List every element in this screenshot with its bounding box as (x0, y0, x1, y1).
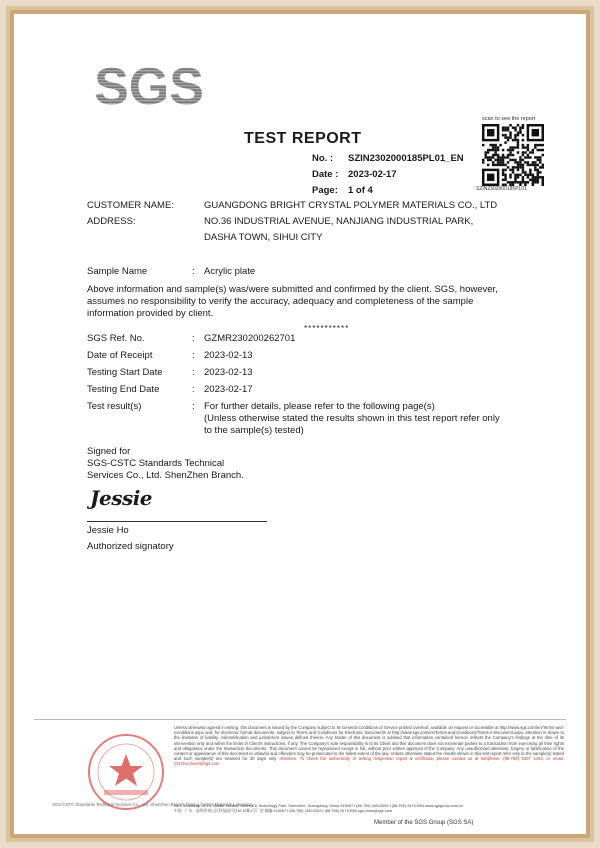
signatory-name: Jessie Ho (87, 525, 129, 536)
sample-name-label: Sample Name (87, 266, 148, 277)
sgs-ref-label: SGS Ref. No. (87, 333, 145, 344)
customer-name-value: GUANGDONG BRIGHT CRYSTAL POLYMER MATERIALS CO., LTD (204, 200, 498, 211)
customer-name-label: CUSTOMER NAME: (87, 200, 174, 211)
signed-for-label: Signed for (87, 446, 131, 457)
address-line-2: DASHA TOWN, SIHUI CITY (204, 232, 323, 243)
report-date-value: 2023-02-17 (348, 169, 397, 180)
test-result-line-2: (Unless otherwise stated the results shown in this test report refer only (204, 413, 500, 424)
test-result-line-3: to the sample(s) tested) (204, 425, 304, 436)
qr-report-id: SZIN2302000185PL01 (476, 186, 527, 192)
detail-colon: : (192, 384, 195, 395)
sample-name-value: Acrylic plate (204, 266, 256, 277)
qr-caption: scan to see the report (482, 116, 536, 122)
handwritten-signature: Jessie (90, 486, 153, 510)
disclaimer-text: Above information and sample(s) was/were submitted and confirmed by the client. SGS, however, assumes no responsibility to verify the accuracy, adequacy and completeness of the sample information provided by client. (87, 284, 498, 319)
stamp-caption: SGS-CSTC Standards Technical Services Co., Ltd. Shenzhen Branch Testing Center Materials Laboratory (52, 802, 254, 807)
footer-address-english: No.1 Workshop, M-10, Middle Section, Science & Technology Park, Shenzhen, Guangdong, China 518057 t (86-755) 26012053 f (86-755) 26710594 www.sgsgroup.com.cn (174, 804, 464, 808)
svg-text:SGS: SGS (94, 58, 204, 116)
footer-rule (34, 719, 566, 720)
detail-colon: : (192, 401, 195, 412)
laboratory-stamp (86, 732, 166, 812)
sgs-logo (89, 52, 209, 122)
detail-colon: : (192, 367, 195, 378)
address-label: ADDRESS: (87, 216, 136, 227)
report-page-value: 1 of 4 (348, 185, 373, 196)
separator-stars: *********** (304, 324, 350, 333)
testing-start-label: Testing Start Date (87, 367, 163, 378)
receipt-date-label: Date of Receipt (87, 350, 153, 361)
testing-start-value: 2023-02-13 (204, 367, 253, 378)
sgs-member-note: Member of the SGS Group (SGS SA) (374, 820, 474, 826)
terms-fine-print (174, 725, 564, 767)
signatory-role: Authorized signatory (87, 541, 174, 552)
receipt-date-value: 2023-02-13 (204, 350, 253, 361)
report-page-label: Page: (312, 185, 338, 196)
signature-line (87, 521, 267, 522)
address-line-1: NO.36 INDUSTRIAL AVENUE, NANJIANG INDUSTRIAL PARK, (204, 216, 474, 227)
signed-company-line-2: Services Co., Ltd. ShenZhen Branch. (87, 470, 244, 481)
testing-end-value: 2023-02-17 (204, 384, 253, 395)
report-no-label: No. : (312, 153, 334, 164)
detail-colon: : (192, 350, 195, 361)
terms-text: Unless otherwise agreed in writing, this document is issued by the Company subject to its General Conditions of Service printed overleaf, available on request or accessible at http://www.sgs.com/en/Terms-and-Conditions.aspx and, for electronic format documents, subject to Terms and Conditions for Electronic Documents at http://www.sgs.com/en/Terms-and-Conditions/Terms-e-Document.aspx. Attention is drawn to the limitation of liability, indemnification and jurisdiction issues defined therein. Any holder of this document is advised that information contained hereon reflects the Company's findings at the time of its intervention only and within the limits of Client's instructions, if any. The Company's sole responsibility is to its Client and this document does not exonerate parties to a transaction from exercising all their rights and obligations under the transaction documents. This document cannot be reproduced except in full, without prior written approval of the Company. Any unauthorized alteration, forgery or falsification of the content or appearance of this document is unlawful and offenders may be prosecuted to the fullest extent of the law. Unless otherwise stated the results shown in this test report refer only to the sample(s) tested and such sample(s) are retained for 30 days only. (174, 725, 564, 762)
qr-code[interactable] (482, 124, 544, 186)
authenticity-warning: Attention: To check the authenticity of testing /inspection report & certificate, please contact us at telephone: (86-755) 8307 1443, or email: CN.Doccheck@sgs.com (174, 756, 565, 767)
detail-colon: : (192, 333, 195, 344)
report-title: TEST REPORT (244, 130, 362, 147)
sgs-ref-value: GZMR230200262701 (204, 333, 296, 344)
report-date-label: Date : (312, 169, 339, 180)
test-result-label: Test result(s) (87, 401, 142, 412)
footer-address-chinese: 中国 · 广东 · 深圳市南山区科技园中区M-10栋1号厂房 邮编:518057 t (86-755) 26012053 f (86-755) 26710594 sgs.china@sgs.com (174, 809, 393, 813)
sample-name-colon: : (192, 266, 195, 277)
report-page (14, 14, 586, 834)
test-result-line-1: For further details, please refer to the following page(s) (204, 401, 435, 412)
footer-addresses (174, 804, 564, 814)
report-no-value: SZIN2302000185PL01_EN (348, 153, 464, 164)
signed-company-line-1: SGS-CSTC Standards Technical (87, 458, 225, 469)
testing-end-label: Testing End Date (87, 384, 160, 395)
